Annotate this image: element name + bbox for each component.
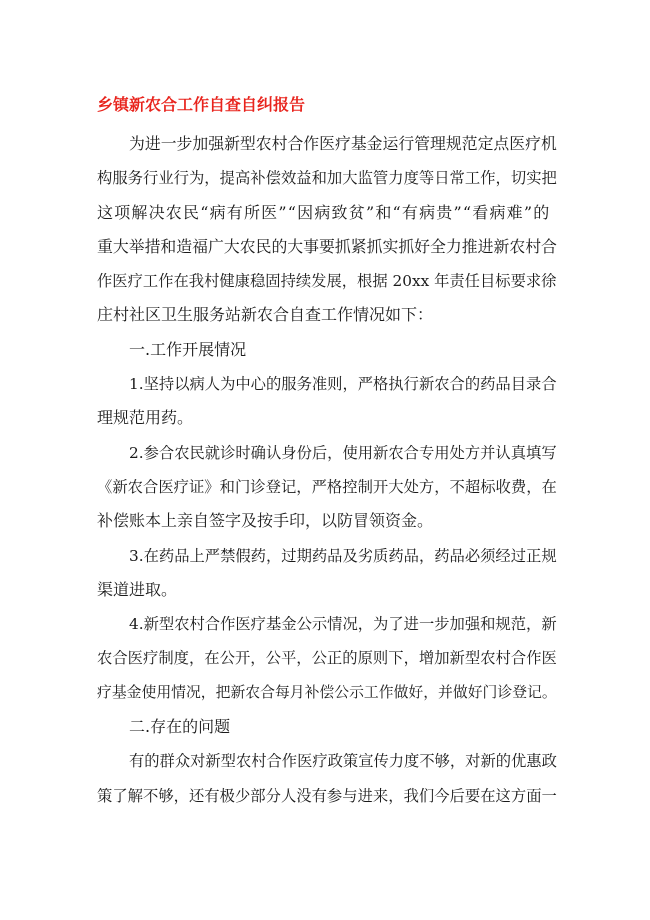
- body-line: 2.参合农民就诊时确认身份后，使用新农合专用处方并认真填写: [129, 443, 557, 462]
- body-line: 理规范用药。: [97, 408, 194, 428]
- body-line: 4.新型农村合作医疗基金公示情况，为了进一步加强和规范，新: [129, 615, 557, 634]
- body-line: 构服务行业行为，提高补偿效益和加大监管力度等日常工作，切实把: [97, 169, 557, 188]
- body-line: 补偿账本上亲自签字及按手印，以防冒领资金。: [97, 511, 434, 531]
- body-line: 策了解不够，还有极少部分人没有参与进来，我们今后要在这方面一: [97, 786, 557, 805]
- document-body: [97, 127, 557, 813]
- body-line: 庄村社区卫生服务站新农合自查工作情况如下：: [97, 305, 434, 325]
- body-line: 这项解决农民“病有所医”“因病致贫”和“有病贵”“看病难”的: [97, 202, 551, 222]
- body-line: 3.在药品上严禁假药，过期药品及劣质药品，药品必须经过正规: [129, 546, 557, 565]
- section-heading: 二.存在的问题: [129, 717, 231, 737]
- body-line: 作医疗工作在我村健康稳固持续发展，根据 20xx 年责任目标要求徐: [97, 272, 557, 291]
- body-line: 《新农合医疗证》和门诊登记，严格控制开大处方，不超标收费，在: [97, 477, 557, 496]
- body-line: 重大举措和造福广大农民的大事要抓紧抓实抓好全力推进新农村合: [97, 236, 557, 256]
- document-title: 乡镇新农合工作自查自纠报告: [97, 95, 306, 114]
- body-line: 疗基金使用情况，把新农合每月补偿公示工作做好，并做好门诊登记。: [97, 683, 557, 701]
- section-heading: 一.工作开展情况: [129, 339, 247, 359]
- body-line: 有的群众对新型农村合作医疗政策宣传力度不够，对新的优惠政: [129, 752, 557, 771]
- body-line: 为进一步加强新型农村合作医疗基金运行管理规范定点医疗机: [129, 134, 557, 153]
- body-line: 1.坚持以病人为中心的服务准则，严格执行新农合的药品目录合: [129, 375, 557, 394]
- body-line: 农合医疗制度，在公开，公平，公正的原则下，增加新型农村合作医: [97, 649, 557, 668]
- body-line: 渠道进取。: [97, 579, 178, 599]
